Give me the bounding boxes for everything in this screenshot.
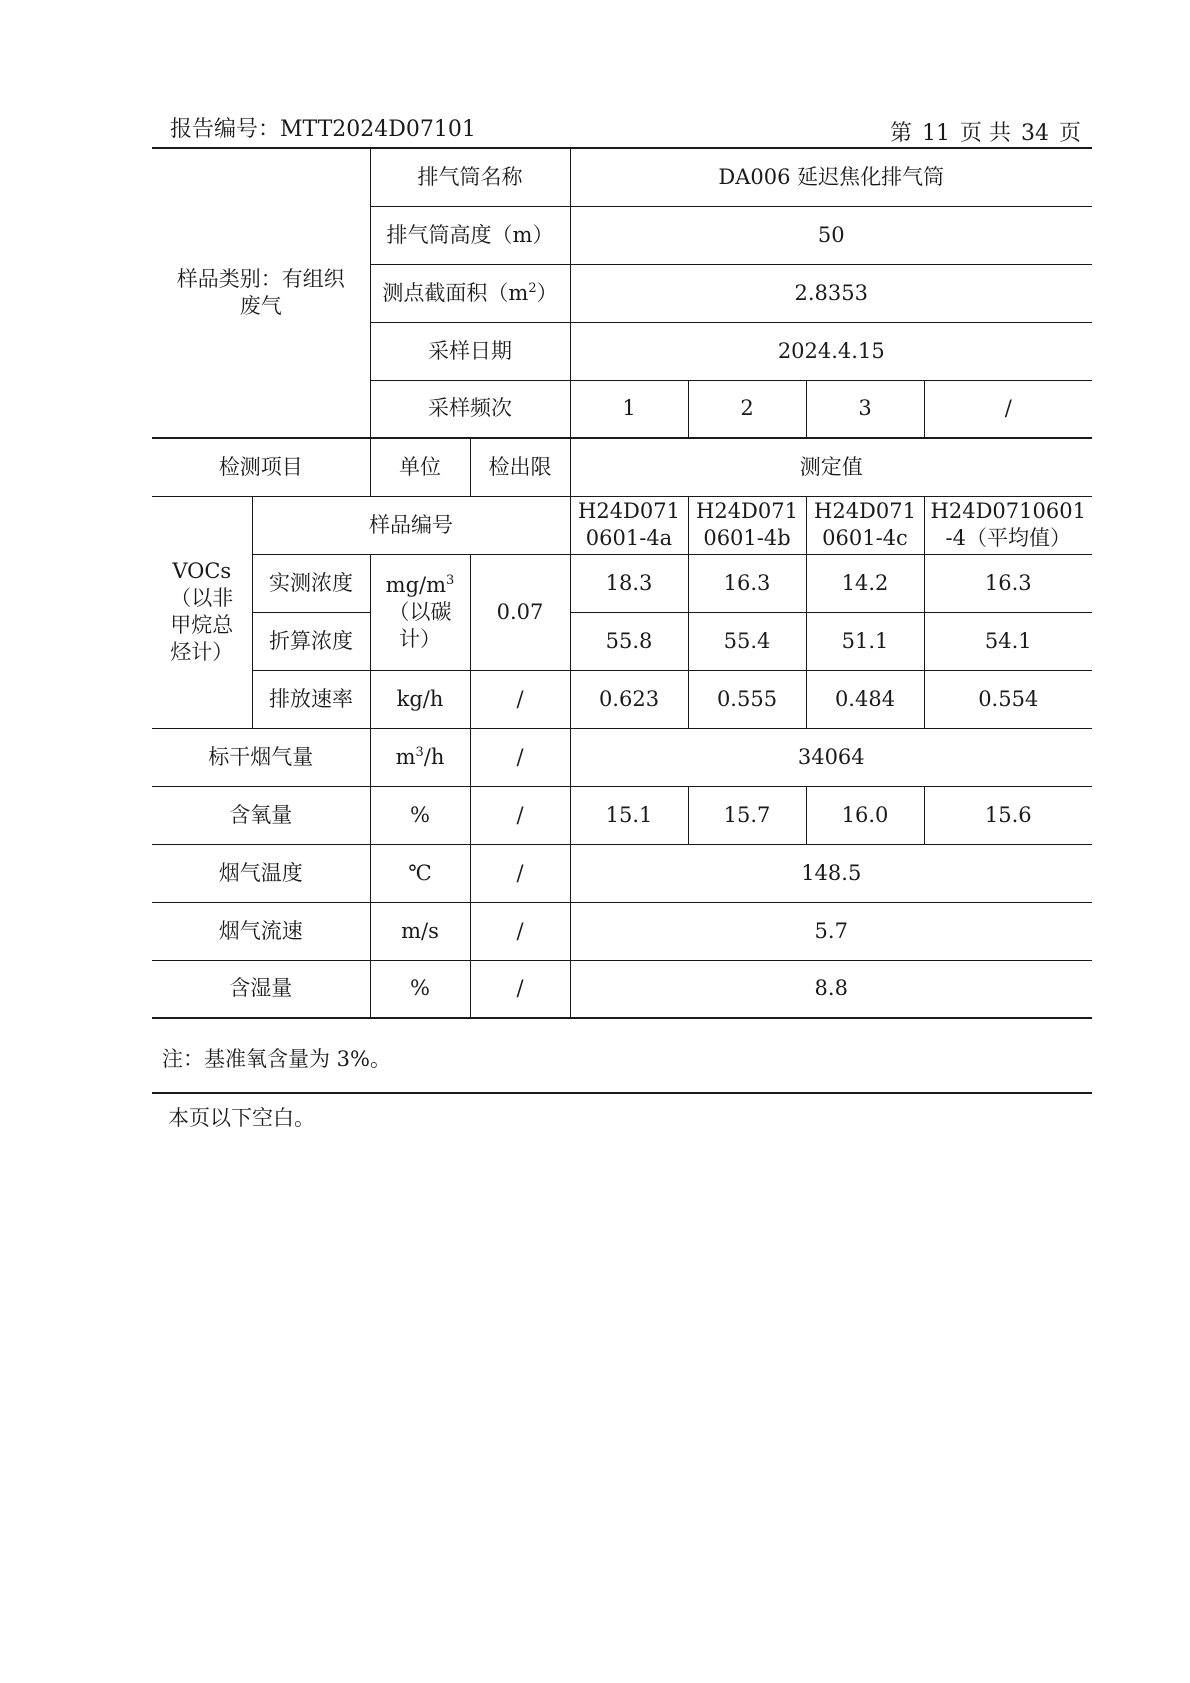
sample-category-line2: 废气 <box>239 294 282 318</box>
converted-3: 51.1 <box>806 612 924 670</box>
stack-name-row <box>152 148 1092 206</box>
converted-1: 55.8 <box>570 612 688 670</box>
emission-rate-label: 排放速率 <box>252 670 370 728</box>
temperature-label: 烟气温度 <box>152 844 370 902</box>
sample-no-1-a: H24D071 <box>578 499 680 523</box>
temperature-unit: ℃ <box>370 844 470 902</box>
blank-notice: 本页以下空白。 <box>168 1106 315 1130</box>
head-limit: 检出限 <box>470 438 570 496</box>
emission-rate-row <box>152 670 1092 728</box>
flue-gas-unit <box>370 728 470 786</box>
section-area-label-close: ） <box>536 280 558 305</box>
velocity-limit: / <box>470 902 570 960</box>
moisture-value: 8.8 <box>570 960 1092 1018</box>
flue-gas-row <box>152 728 1092 786</box>
sample-no-3-a: H24D071 <box>814 499 916 523</box>
frequency-1: 1 <box>570 380 688 438</box>
voc-name-line4: 烃计） <box>170 640 234 664</box>
sample-no-4-b: -4（平均值） <box>945 526 1071 550</box>
flue-gas-label: 标干烟气量 <box>152 728 370 786</box>
frequency-4: / <box>924 380 1092 438</box>
flue-gas-unit-sup: 3 <box>415 744 424 760</box>
measured-2: 16.3 <box>688 554 806 612</box>
voc-name-line2: （以非 <box>170 586 234 610</box>
sample-no-row <box>152 496 1092 554</box>
oxygen-unit: % <box>370 786 470 844</box>
sampling-date-label: 采样日期 <box>370 322 570 380</box>
measured-row <box>152 554 1092 612</box>
section-area-label-sup: 2 <box>528 280 537 296</box>
page-header <box>170 112 1086 148</box>
converted-row <box>152 612 1092 670</box>
voc-unit <box>370 554 470 670</box>
converted-label: 折算浓度 <box>252 612 370 670</box>
velocity-row <box>152 902 1092 960</box>
page-prefix: 第 <box>889 121 912 146</box>
section-area-label <box>370 264 570 322</box>
report-number-value: MTT2024D07101 <box>280 117 476 142</box>
moisture-limit: / <box>470 960 570 1018</box>
sample-no-4 <box>924 496 1092 554</box>
footer-divider <box>152 1092 1092 1094</box>
emission-rate-unit: kg/h <box>370 670 470 728</box>
emission-rate-1: 0.623 <box>570 670 688 728</box>
voc-detection-limit: 0.07 <box>470 554 570 670</box>
measured-3: 14.2 <box>806 554 924 612</box>
voc-name-line1: VOCs <box>172 559 232 583</box>
sampling-date-value: 2024.4.15 <box>570 322 1092 380</box>
voc-name-line3: 甲烷总 <box>170 613 234 637</box>
oxygen-4: 15.6 <box>924 786 1092 844</box>
emission-rate-4: 0.554 <box>924 670 1092 728</box>
page-total: 34 <box>1020 121 1049 146</box>
voc-unit-line3: 计） <box>399 626 441 651</box>
footnote: 注：基准氧含量为 3%。 <box>162 1047 391 1071</box>
sample-no-3-b: 0601-4c <box>822 526 908 550</box>
oxygen-limit: / <box>470 786 570 844</box>
converted-4: 54.1 <box>924 612 1092 670</box>
emission-rate-limit: / <box>470 670 570 728</box>
test-results-table <box>152 147 1092 1019</box>
section-area-label-text: 测点截面积（m <box>382 280 529 305</box>
sample-category-line1: 样品类别：有组织 <box>176 267 345 291</box>
temperature-value: 148.5 <box>570 844 1092 902</box>
moisture-unit: % <box>370 960 470 1018</box>
sample-no-3 <box>806 496 924 554</box>
page-number <box>885 116 1086 147</box>
flue-gas-limit: / <box>470 728 570 786</box>
frequency-3: 3 <box>806 380 924 438</box>
flue-gas-value: 34064 <box>570 728 1092 786</box>
measured-label: 实测浓度 <box>252 554 370 612</box>
sample-no-1-b: 0601-4a <box>585 526 673 550</box>
head-value: 测定值 <box>570 438 1092 496</box>
converted-2: 55.4 <box>688 612 806 670</box>
flue-gas-unit-suffix: /h <box>423 744 445 769</box>
sample-category <box>152 148 370 438</box>
sample-no-1 <box>570 496 688 554</box>
head-unit: 单位 <box>370 438 470 496</box>
voc-name <box>152 496 252 728</box>
sample-no-label: 样品编号 <box>252 496 570 554</box>
section-area-value: 2.8353 <box>570 264 1092 322</box>
oxygen-1: 15.1 <box>570 786 688 844</box>
page-current: 11 <box>921 121 950 146</box>
sample-no-2-b: 0601-4b <box>703 526 791 550</box>
oxygen-row <box>152 786 1092 844</box>
flue-gas-unit-text: m <box>395 744 416 769</box>
measured-4: 16.3 <box>924 554 1092 612</box>
emission-rate-2: 0.555 <box>688 670 806 728</box>
velocity-value: 5.7 <box>570 902 1092 960</box>
report-number-label: 报告编号： <box>170 117 281 142</box>
voc-unit-line1 <box>375 572 466 599</box>
sample-no-2-a: H24D071 <box>696 499 798 523</box>
oxygen-label: 含氧量 <box>152 786 370 844</box>
stack-height-label: 排气筒高度（m） <box>370 206 570 264</box>
velocity-label: 烟气流速 <box>152 902 370 960</box>
head-item: 检测项目 <box>152 438 370 496</box>
sample-no-2 <box>688 496 806 554</box>
voc-unit-sup: 3 <box>446 572 455 588</box>
emission-rate-3: 0.484 <box>806 670 924 728</box>
voc-unit-text: mg/m <box>385 572 447 597</box>
stack-name-value: DA006 延迟焦化排气筒 <box>570 148 1092 206</box>
measured-1: 18.3 <box>570 554 688 612</box>
oxygen-2: 15.7 <box>688 786 806 844</box>
page-suffix: 页 <box>1058 121 1081 146</box>
temperature-limit: / <box>470 844 570 902</box>
frequency-2: 2 <box>688 380 806 438</box>
page-mid: 页 共 <box>959 121 1011 146</box>
temperature-row <box>152 844 1092 902</box>
report-number <box>170 112 476 143</box>
moisture-label: 含湿量 <box>152 960 370 1018</box>
voc-unit-line2: （以碳 <box>388 599 452 624</box>
sample-no-4-a: H24D0710601 <box>930 499 1086 523</box>
velocity-unit: m/s <box>370 902 470 960</box>
stack-height-value: 50 <box>570 206 1092 264</box>
stack-name-label: 排气筒名称 <box>370 148 570 206</box>
table-head-row <box>152 438 1092 496</box>
moisture-row <box>152 960 1092 1018</box>
frequency-label: 采样频次 <box>370 380 570 438</box>
oxygen-3: 16.0 <box>806 786 924 844</box>
